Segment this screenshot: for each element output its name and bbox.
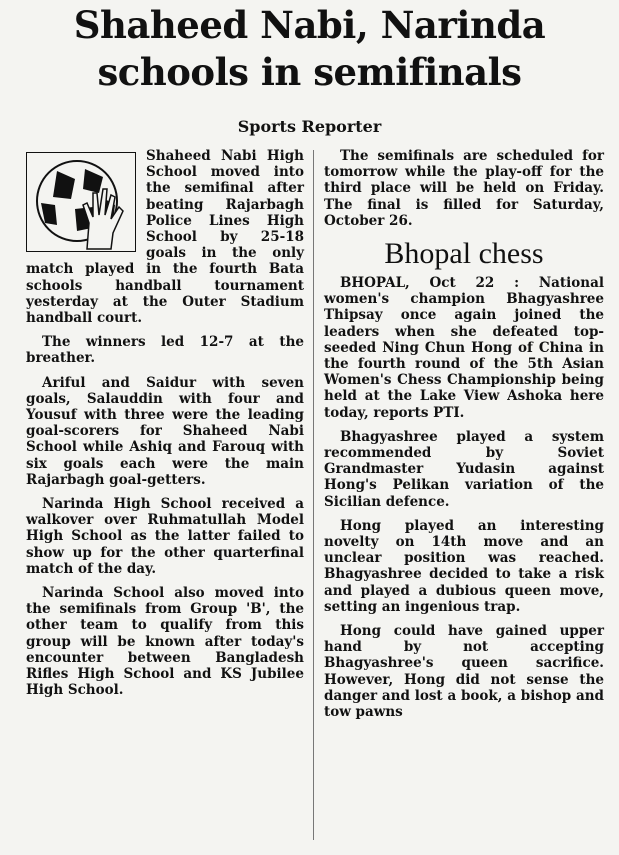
- paragraph: The semifinals are scheduled for tomorrow while the play-off for the third place will be held on Friday. The final is filled for Saturday, October 26.: [324, 148, 604, 229]
- paragraph: The winners led 12-7 at the breather.: [26, 334, 304, 367]
- paragraph: Bhagyashree played a system recommended by Soviet Grandmaster Yudasin against Hong's Pelikan variation of the Sicilian defence.: [324, 428, 604, 510]
- paragraph: BHOPAL, Oct 22 : National women's champion Bhagyashree Thipsay once again joined the leaders when she defeated top-seeded Ning Chun Hong of China in the fourth round of the 5th Asian Women's Chess Championship being held at the Lake View Ashoka here today, reports PTI.: [324, 275, 604, 421]
- headline-line-2: schools in semifinals: [97, 50, 522, 94]
- subheadline: Bhopal chess: [384, 237, 544, 271]
- paragraph: Hong played an interesting novelty on 14th move and an unclear position was reached. Bhagyashree decided to take a risk and played a dubious queen move, setting an ingenious trap.: [324, 517, 604, 615]
- byline: Sports Reporter: [237, 117, 382, 136]
- paragraph: Shaheed Nabi High School moved into the semifinal after beating Rajarbagh Police Lines High School by 25-18 goals in the only match played in the fourth Bata schools handball tournament yesterday at the Outer Stadium handball court.: [26, 148, 304, 327]
- paragraph: Ariful and Saidur with seven goals, Salauddin with four and Yousuf with three were the leading goal-scorers for Shaheed Nabi School while Ashiq and Farouq with six goals each were the main Rajarbagh goal-getters.: [26, 374, 304, 488]
- column-divider: [313, 150, 314, 840]
- left-column: [26, 148, 304, 707]
- paragraph: Narinda School also moved into the semifinals from Group 'B', the other team to qualify from this group will be known after today's encounter between Bangladesh Rifles High School and KS Jubilee High School.: [26, 585, 304, 699]
- headline-line-1: Shaheed Nabi, Narinda: [73, 3, 546, 47]
- paragraph: Narinda High School received a walkover over Ruhmatullah Model High School as the latter failed to show up for the other quarterfinal match of the day.: [26, 496, 304, 577]
- right-column: [324, 148, 604, 728]
- paragraph: Hong could have gained upper hand by not accepting Bhagyashree's queen sacrifice. However, Hong did not sense the danger and lost a book, a bishop and tow pawns: [324, 623, 604, 721]
- handball-hand-icon: [26, 152, 136, 252]
- headline: [10, 2, 609, 96]
